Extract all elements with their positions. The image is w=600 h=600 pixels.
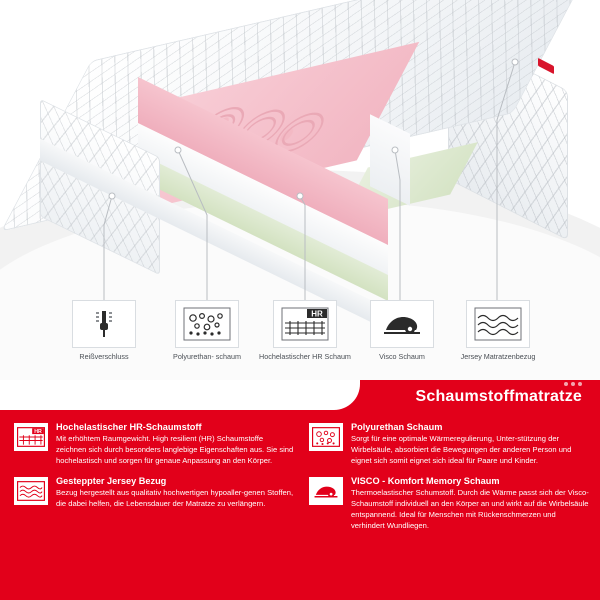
feature-item [309,476,590,531]
foam-bubbles-icon [312,427,340,447]
feature-icon-hr-foam [14,423,48,451]
feature-panel [0,380,600,600]
callout-label-jersey: Jersey Matratzenbezug [460,352,536,361]
feature-item [14,476,295,531]
foam-bubbles-icon [183,307,231,341]
feature-title: VISCO - Komfort Memory Schaum [351,476,500,487]
visco-body-icon [380,309,424,339]
feature-body: Sorgt für eine optimale Wärmeregulierung, Unter-stützung der Wirbelsäule, absorbiert die Bewegungen der anderen Person und eignet sich somit eignet sich ideal für Paare und Kinder. [351,434,572,465]
feature-icon-visco [309,477,343,505]
feature-title: Hochelastischer HR-Schaumstoff [56,422,202,432]
feature-grid [14,422,590,531]
feature-item [14,422,295,466]
feature-icon-polyurethane [309,423,343,451]
callout-icon-visco [370,300,434,348]
feature-text [56,476,295,531]
visco-body-icon [312,481,340,501]
callout-icon-polyurethane [175,300,239,348]
callout-icon-hr-foam [273,300,337,348]
feature-text [351,476,590,531]
feature-body: Mit erhöhtem Raumgewicht. High resilient (HR) Schaumstoffe zeichnen sich durch besonders langlebige Eigenschaften aus. Sie sind hochelastisch und sorgen für genaue Anpassung an den Körper. [56,434,294,465]
feature-text [56,422,295,466]
feature-title: Gesteppter Jersey Bezug [56,476,167,487]
callout-label-visco: Visco Schaum [379,352,425,361]
panel-title: Schaumstoffmatratze [415,388,582,405]
callout-icon-jersey [466,300,530,348]
feature-body: Bezug hergestellt aus qualitativ hochwertigen hypoaller-genen Stoffen, die dabei helfen, die Lebensdauer der Matratze zu verlängern. [56,488,294,509]
panel-dots [564,382,582,386]
feature-text [351,422,590,466]
feature-item [309,422,590,466]
zipper-icon [92,309,116,339]
svg-text:HR: HR [311,309,323,319]
callout-label-hr-foam: Hochelastischer HR Schaum [259,352,351,361]
hr-foam-icon [281,307,329,341]
callout-label-zipper: Reißverschluss [79,352,129,361]
hr-foam-icon [17,427,45,447]
jersey-wave-icon [17,481,45,501]
callout-label-polyurethane: Polyurethan- schaum [173,352,241,361]
feature-body: Thermoelastischer Schumstoff. Durch die Wärme passt sich der Visco-Schaumstoff individuell an den Körper an und wirkt auf die Wirbelsäule entspannend. Ideal für Menschen mit Rückenschmerzen und verhindert Wundliegen. [351,488,589,530]
callout-icon-zipper [72,300,136,348]
jersey-wave-icon [474,307,522,341]
svg-text:HR: HR [34,429,42,436]
panel-notch [0,380,360,410]
feature-title: Polyurethan Schaum [351,422,443,432]
feature-icon-jersey [14,477,48,505]
